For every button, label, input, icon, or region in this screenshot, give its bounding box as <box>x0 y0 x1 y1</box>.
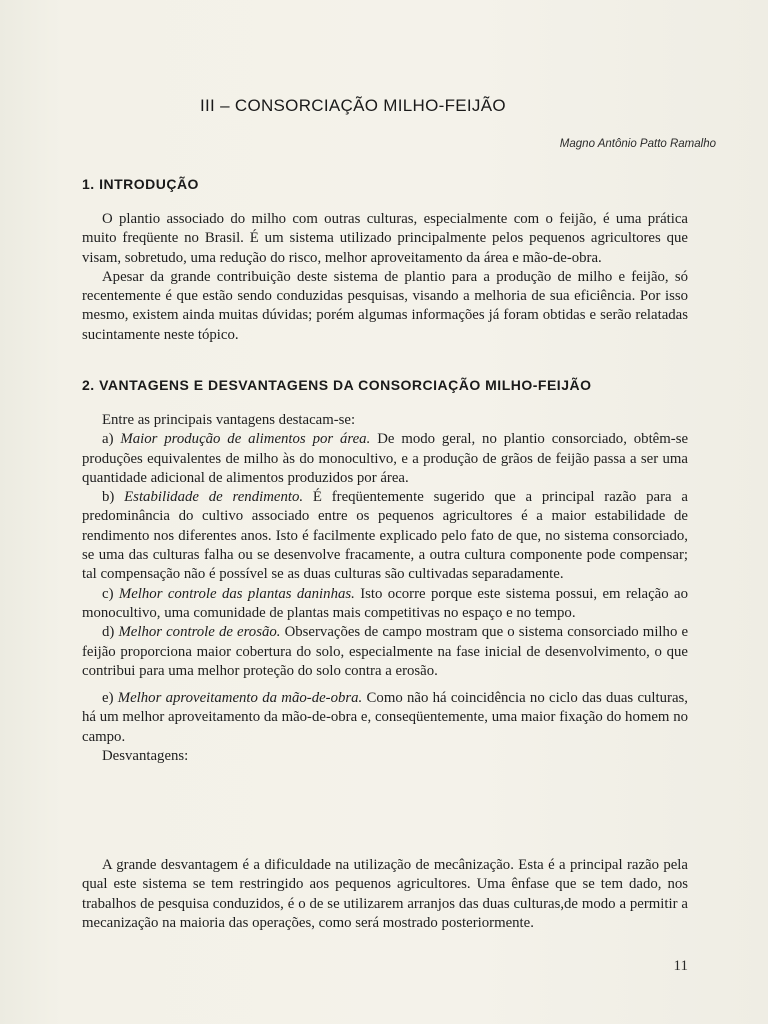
advantage-item-c: c) Melhor controle das plantas daninhas. Isto ocorre porque este sistema possui, em relação ao monocultivo, uma comunidade de plantas mais competitivas no espaço e no tempo. <box>82 585 688 621</box>
introduction-body <box>82 210 688 345</box>
advantage-title: Melhor aproveitamento da mão-de-obra. <box>117 690 363 707</box>
paragraph: Apesar da grande contribuição deste sistema de plantio para a produção de milho e feijão, só recentemente é que estão sendo conduzidas pesquisas, visando a melhoria de sua eficiência. Por isso mesmo, existem ainda muitas dúvidas; porém algumas informações já foram obtidas e serão relatadas sucintamente neste tópico. <box>82 268 688 343</box>
disadvantages-label: Desvantagens: <box>102 748 189 765</box>
chapter-title: III – CONSORCIAÇÃO MILHO-FEIJÃO <box>200 96 506 115</box>
advantage-item-a: a) Maior produção de alimentos por área. De modo geral, no plantio consorciado, obtêm-se produções equivalentes de milho às do monocultivo, e a produção de grãos de feijão passa a ser uma quantidade adicional de alimentos produzidos por área. <box>82 431 689 486</box>
advantage-title: Maior produção de alimentos por área. <box>120 431 371 448</box>
advantage-item-e: e) Melhor aproveitamento da mão-de-obra. Como não há coincidência no ciclo das duas culturas, há um melhor aproveitamento da mão-de-obra e, conseqüentemente, uma maior fixação do homem no campo. <box>82 690 688 745</box>
author-name: Magno Antônio Patto Ramalho <box>559 138 716 150</box>
section-heading-introduction: 1. INTRODUÇÃO <box>82 176 199 192</box>
advantages-body <box>82 411 688 766</box>
advantage-title: Estabilidade de rendimento. <box>124 489 304 506</box>
paragraph: A grande desvantagem é a dificuldade na utilização de mecânização. Esta é a principal razão pela qual este sistema se tem restringido aos pequenos agricultores. Uma ênfase que se tem dado, nos trabalhos de pesquisa conduzidos, é o de se utilizarem arranjos das duas culturas,de modo a permitir a mecanização na maioria das operações, como será mostrado posteriormente. <box>82 857 688 931</box>
paragraph: O plantio associado do milho com outras culturas, especialmente com o feijão, é uma prática muito freqüente no Brasil. É um sistema utilizado principalmente pelos pequenos agricultores que visam, sobretudo, uma redução do risco, melhor aproveitamento da área e mão-de-obra. <box>82 211 688 266</box>
disadvantages-body <box>82 856 688 933</box>
advantage-item-d: d) Melhor controle de erosão. Observações de campo mostram que o sistema consorciado milho e feijão proporciona maior cobertura do solo, especialmente na fase inicial de desenvolvimento, o que contribui para uma melhor proteção do solo contra a erosão. <box>82 624 689 679</box>
advantage-title: Melhor controle de erosão. <box>118 624 281 641</box>
paragraph: Entre as principais vantagens destacam-se: <box>102 412 356 428</box>
advantage-title: Melhor controle das plantas daninhas. <box>118 585 355 602</box>
section-heading-advantages: 2. VANTAGENS E DESVANTAGENS DA CONSORCIAÇÃO MILHO-FEIJÃO <box>82 377 592 393</box>
page-number: 11 <box>673 958 688 974</box>
advantage-item-b: b) Estabilidade de rendimento. É freqüentemente sugerido que a principal razão para a predominância do cultivo associado entre os pequenos agricultores é a maior estabilidade de rendimento nos diferentes anos. Isto é facilmente explicado pelo fato de que, no sistema consorciado, se uma das culturas falha ou se desenvolve fracamente, a outra cultura componente pode compensar; tal compensação não é possível se as duas culturas são cultivadas separadamente. <box>82 489 688 583</box>
